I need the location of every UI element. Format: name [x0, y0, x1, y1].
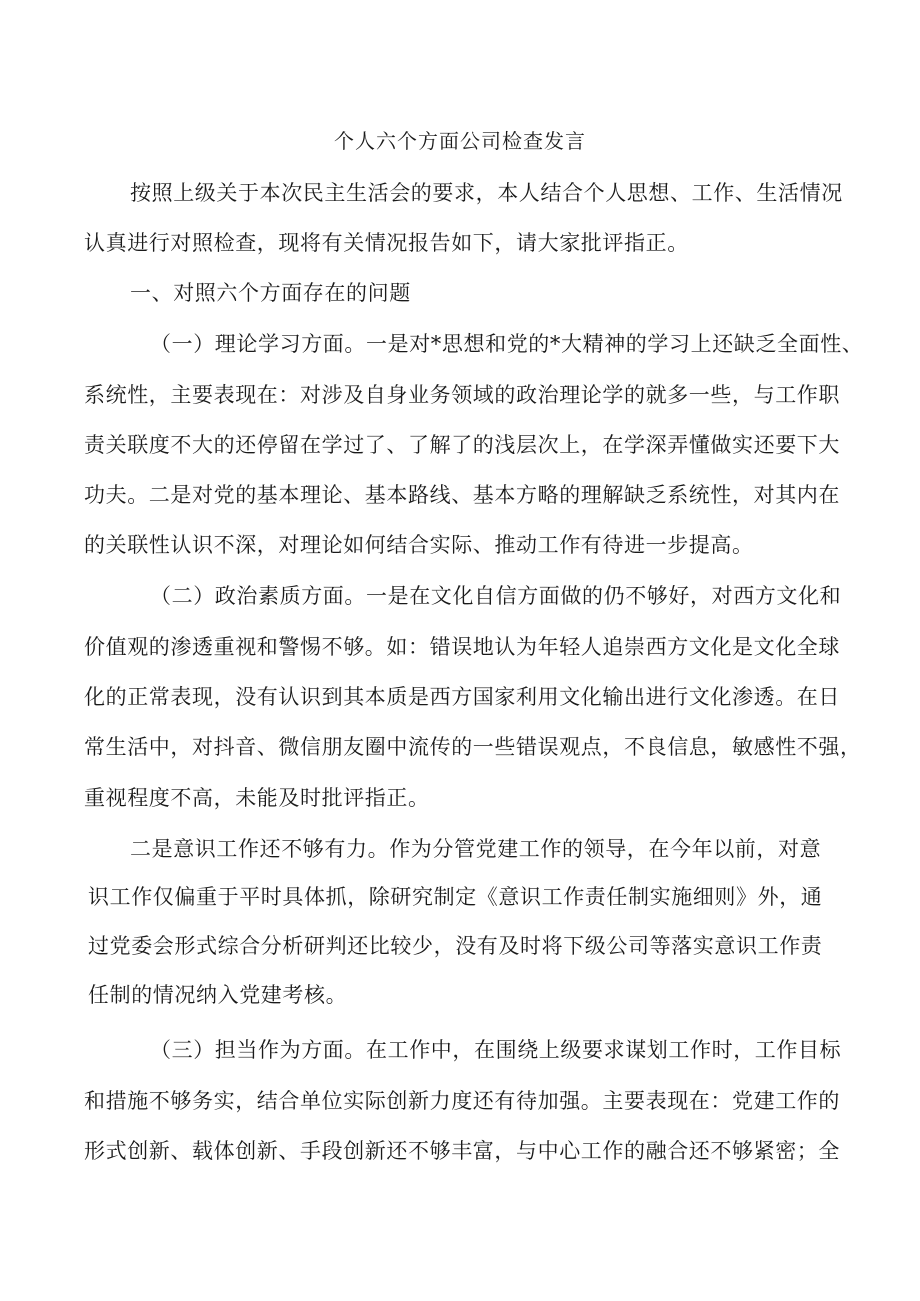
- paragraph-4-line-4: 常生活中，对抖音、微信朋友圈中流传的一些错误观点，不良信息，敏感性不强，: [84, 735, 862, 759]
- paragraph-5-line-4: 任制的情况纳入党建考核。: [88, 983, 348, 1007]
- paragraph-5-line-3: 过党委会形式综合分析研判还比较少，没有及时将下级公司等落实意识工作责: [88, 934, 823, 958]
- paragraph-5-line-1: 二是意识工作还不够有力。作为分管党建工作的领导，在今年以前，对意: [130, 837, 822, 861]
- paragraph-1-line-2: 认真进行对照检查，现将有关情况报告如下，请大家批评指正。: [84, 231, 689, 255]
- paragraph-3-line-2: 系统性，主要表现在：对涉及自身业务领域的政治理论学的就多一些，与工作职: [84, 383, 840, 407]
- paragraph-3-line-5: 的关联性认识不深，对理论如何结合实际、推动工作有待进一步提高。: [84, 533, 754, 557]
- paragraph-6-line-1: （三）担当作为方面。在工作中，在围绕上级要求谋划工作时，工作目标: [150, 1038, 842, 1062]
- paragraph-3-line-1: （一）理论学习方面。一是对*思想和党的*大精神的学习上还缺乏全面性、: [150, 332, 864, 356]
- paragraph-5-line-2: 识工作仅偏重于平时具体抓，除研究制定《意识工作责任制实施细则》外，通: [88, 885, 823, 909]
- section-heading: 一、对照六个方面存在的问题: [130, 281, 411, 305]
- paragraph-1-line-1: 按照上级关于本次民主生活会的要求，本人结合个人思想、工作、生活情况: [130, 181, 843, 205]
- paragraph-6-line-3: 形式创新、载体创新、手段创新还不够丰富，与中心工作的融合还不够紧密；全: [84, 1139, 840, 1163]
- document-title: 个人六个方面公司检查发言: [334, 129, 586, 153]
- paragraph-4-line-2: 价值观的渗透重视和警惕不够。如：错误地认为年轻人追崇西方文化是文化全球: [84, 635, 840, 659]
- paragraph-4-line-1: （二）政治素质方面。一是在文化自信方面做的仍不够好，对西方文化和: [150, 584, 842, 608]
- paragraph-4-line-5: 重视程度不高，未能及时批评指正。: [84, 786, 430, 810]
- paragraph-3-line-4: 功夫。二是对党的基本理论、基本路线、基本方略的理解缺乏系统性，对其内在: [84, 483, 840, 507]
- paragraph-6-line-2: 和措施不够务实，结合单位实际创新力度还有待加强。主要表现在：党建工作的: [84, 1089, 840, 1113]
- paragraph-4-line-3: 化的正常表现，没有认识到其本质是西方国家利用文化输出进行文化渗透。在日: [84, 685, 840, 709]
- paragraph-3-line-3: 责关联度不大的还停留在学过了、了解了的浅层次上，在学深弄懂做实还要下大: [84, 433, 840, 457]
